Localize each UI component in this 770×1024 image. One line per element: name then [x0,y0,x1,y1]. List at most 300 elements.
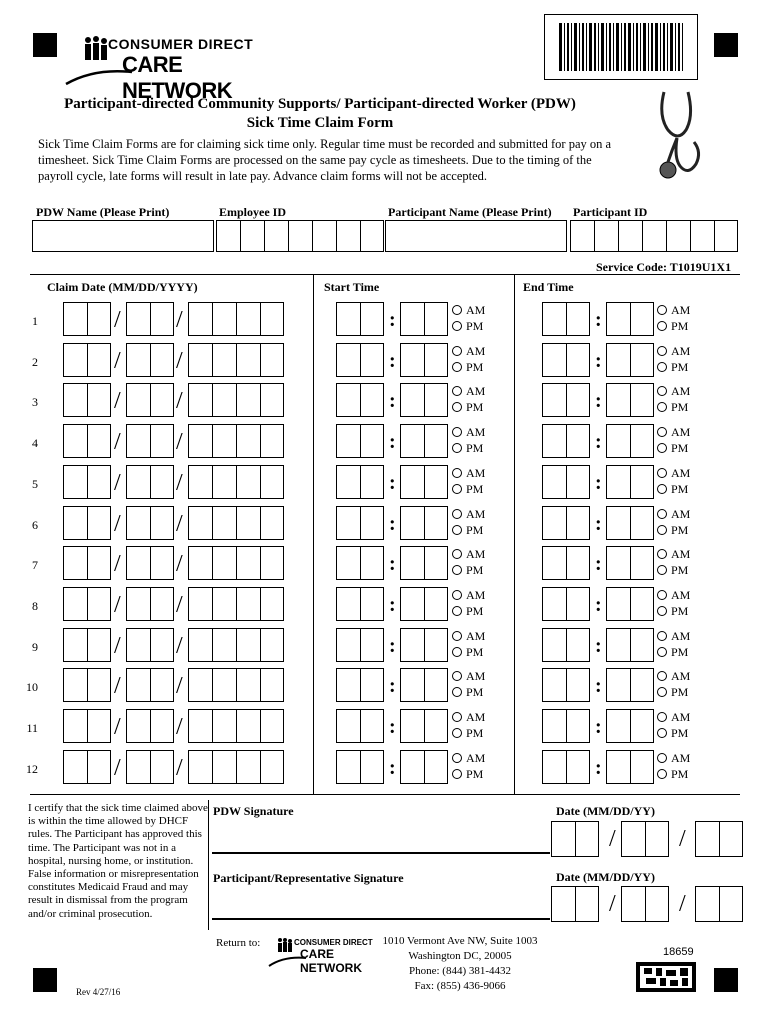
claim-month-cell[interactable] [63,668,88,702]
claim-year-cell[interactable] [212,750,237,784]
end-minute-cell[interactable] [606,506,631,540]
start-hour-cell[interactable] [360,465,384,499]
end-hour-cell[interactable] [542,668,567,702]
claim-year-cell[interactable] [260,546,284,580]
claim-month-cell[interactable] [63,343,88,377]
claim-year-cell[interactable] [188,343,213,377]
claim-year-cell[interactable] [236,343,261,377]
end-minute-cell[interactable] [630,628,654,662]
end-minute-cell[interactable] [630,302,654,336]
end-am-radio[interactable] [657,588,690,602]
start-pm-radio[interactable] [452,645,483,659]
claim-month-cell[interactable] [87,506,111,540]
employee-id-cell[interactable] [240,220,265,252]
start-minute-cell[interactable] [400,302,425,336]
claim-day-cell[interactable] [150,628,174,662]
claim-day-cell[interactable] [126,628,151,662]
claim-year-cell[interactable] [236,709,261,743]
end-pm-radio[interactable] [657,319,688,333]
radio-circle-icon [657,386,667,396]
start-am-radio[interactable] [452,669,485,683]
start-am-radio[interactable] [452,425,485,439]
claim-day-cell[interactable] [126,587,151,621]
end-hour-cell[interactable] [566,424,590,458]
radio-label: PM [466,767,484,781]
end-pm-radio[interactable] [657,726,688,740]
start-hour-cell[interactable] [336,709,361,743]
end-minute-cell[interactable] [606,383,631,417]
claim-year-cell[interactable] [212,668,237,702]
claim-year-cell[interactable] [188,383,213,417]
start-hour-cell[interactable] [336,506,361,540]
end-minute-cell[interactable] [606,750,631,784]
claim-month-cell[interactable] [87,709,111,743]
employee-id-cell[interactable] [336,220,361,252]
date-year-cell[interactable] [719,886,743,922]
start-minute-cell[interactable] [424,506,448,540]
radio-circle-icon [657,606,667,616]
claim-month-cell[interactable] [87,424,111,458]
claim-day-cell[interactable] [150,465,174,499]
participant-id-cell[interactable] [642,220,667,252]
start-minute-cell[interactable] [424,750,448,784]
row-number: 10 [26,680,38,694]
date-day-cell[interactable] [645,821,669,857]
end-time-label: End Time [523,280,574,294]
claim-day-cell[interactable] [126,506,151,540]
logo-top-text: CONSUMER DIRECT [108,36,254,52]
claim-day-cell[interactable] [150,750,174,784]
start-am-radio[interactable] [452,629,485,643]
end-hour-cell[interactable] [566,628,590,662]
date-year-cell[interactable] [695,821,720,857]
time-colon: : [595,431,602,453]
end-am-radio[interactable] [657,629,690,643]
participant-id-cell[interactable] [690,220,715,252]
date-month-cell[interactable] [551,886,576,922]
claim-year-cell[interactable] [236,587,261,621]
claim-year-cell[interactable] [260,302,284,336]
end-hour-cell[interactable] [542,546,567,580]
start-minute-cell[interactable] [424,668,448,702]
start-minute-cell[interactable] [424,424,448,458]
claim-day-cell[interactable] [126,465,151,499]
start-hour-cell[interactable] [360,587,384,621]
claim-year-cell[interactable] [188,424,213,458]
participant-id-cell[interactable] [594,220,619,252]
end-pm-radio[interactable] [657,767,688,781]
claim-year-cell[interactable] [188,587,213,621]
start-minute-cell[interactable] [424,302,448,336]
claim-year-cell[interactable] [188,465,213,499]
claim-year-cell[interactable] [188,750,213,784]
start-pm-radio[interactable] [452,360,483,374]
claim-year-cell[interactable] [212,424,237,458]
start-am-radio[interactable] [452,588,485,602]
end-hour-cell[interactable] [566,546,590,580]
start-minute-cell[interactable] [400,343,425,377]
end-hour-cell[interactable] [566,343,590,377]
start-minute-cell[interactable] [400,424,425,458]
date-day-cell[interactable] [645,886,669,922]
end-hour-cell[interactable] [542,709,567,743]
start-hour-cell[interactable] [360,424,384,458]
participant-id-cell[interactable] [570,220,595,252]
end-hour-cell[interactable] [542,302,567,336]
end-am-radio[interactable] [657,669,690,683]
start-am-radio[interactable] [452,547,485,561]
start-minute-cell[interactable] [400,383,425,417]
end-pm-radio[interactable] [657,685,688,699]
radio-label: AM [466,710,486,724]
participant-name-input[interactable] [385,220,567,252]
start-am-radio[interactable] [452,466,485,480]
end-am-radio[interactable] [657,303,690,317]
claim-day-cell[interactable] [150,709,174,743]
end-hour-cell[interactable] [542,750,567,784]
end-minute-cell[interactable] [606,343,631,377]
start-hour-cell[interactable] [360,668,384,702]
start-pm-radio[interactable] [452,767,483,781]
end-hour-cell[interactable] [566,302,590,336]
end-pm-radio[interactable] [657,400,688,414]
claim-month-cell[interactable] [87,465,111,499]
end-am-radio[interactable] [657,466,690,480]
start-minute-cell[interactable] [400,465,425,499]
start-minute-cell[interactable] [424,343,448,377]
end-minute-cell[interactable] [606,465,631,499]
claim-year-cell[interactable] [212,383,237,417]
start-am-radio[interactable] [452,507,485,521]
claim-day-cell[interactable] [126,546,151,580]
employee-id-cell[interactable] [312,220,337,252]
start-hour-cell[interactable] [360,383,384,417]
pdw-date-label: Date (MM/DD/YY) [556,804,655,818]
end-pm-radio[interactable] [657,360,688,374]
start-minute-cell[interactable] [424,628,448,662]
claim-year-cell[interactable] [236,424,261,458]
claim-year-cell[interactable] [212,628,237,662]
start-minute-cell[interactable] [424,587,448,621]
claim-year-cell[interactable] [236,668,261,702]
date-slash: / [176,592,183,618]
end-am-radio[interactable] [657,751,690,765]
start-minute-cell[interactable] [400,628,425,662]
claim-day-cell[interactable] [126,383,151,417]
start-minute-cell[interactable] [400,546,425,580]
claim-year-cell[interactable] [188,628,213,662]
employee-id-cell[interactable] [216,220,241,252]
claim-day-cell[interactable] [150,506,174,540]
start-hour-cell[interactable] [360,750,384,784]
claim-year-cell[interactable] [212,709,237,743]
end-hour-cell[interactable] [542,628,567,662]
end-hour-cell[interactable] [566,383,590,417]
start-hour-cell[interactable] [360,343,384,377]
end-hour-cell[interactable] [566,750,590,784]
claim-month-cell[interactable] [87,668,111,702]
date-month-cell[interactable] [575,821,599,857]
start-minute-cell[interactable] [400,668,425,702]
claim-month-cell[interactable] [63,302,88,336]
end-minute-cell[interactable] [630,546,654,580]
start-pm-radio[interactable] [452,726,483,740]
start-hour-cell[interactable] [360,709,384,743]
end-am-radio[interactable] [657,344,690,358]
date-slash: / [114,511,121,537]
start-pm-radio[interactable] [452,319,483,333]
start-am-radio[interactable] [452,710,485,724]
end-hour-cell[interactable] [542,506,567,540]
end-minute-cell[interactable] [630,506,654,540]
start-hour-cell[interactable] [336,750,361,784]
claim-year-cell[interactable] [236,628,261,662]
claim-year-cell[interactable] [236,546,261,580]
claim-month-cell[interactable] [63,465,88,499]
claim-year-cell[interactable] [188,668,213,702]
end-hour-cell[interactable] [566,587,590,621]
date-day-cell[interactable] [621,821,646,857]
end-hour-cell[interactable] [542,587,567,621]
radio-circle-icon [657,509,667,519]
claim-year-cell[interactable] [260,668,284,702]
end-pm-radio[interactable] [657,441,688,455]
claim-month-cell[interactable] [87,302,111,336]
claim-year-cell[interactable] [260,587,284,621]
start-am-radio[interactable] [452,303,485,317]
claim-year-cell[interactable] [260,709,284,743]
end-minute-cell[interactable] [606,546,631,580]
date-day-cell[interactable] [621,886,646,922]
claim-year-cell[interactable] [212,302,237,336]
end-minute-cell[interactable] [630,750,654,784]
end-am-radio[interactable] [657,507,690,521]
claim-month-cell[interactable] [87,750,111,784]
claim-day-cell[interactable] [150,343,174,377]
pdw-signature-line[interactable] [212,852,550,854]
start-pm-radio[interactable] [452,563,483,577]
claim-day-cell[interactable] [126,302,151,336]
end-pm-radio[interactable] [657,563,688,577]
start-pm-radio[interactable] [452,400,483,414]
claim-year-cell[interactable] [236,383,261,417]
claim-month-cell[interactable] [63,506,88,540]
claim-month-cell[interactable] [87,546,111,580]
claim-year-cell[interactable] [212,546,237,580]
end-minute-cell[interactable] [630,587,654,621]
participant-signature-line[interactable] [212,918,550,920]
end-hour-cell[interactable] [542,424,567,458]
pdw-name-input[interactable] [32,220,214,252]
end-hour-cell[interactable] [542,465,567,499]
employee-id-input[interactable] [216,220,384,252]
claim-month-cell[interactable] [63,383,88,417]
claim-month-cell[interactable] [87,343,111,377]
radio-circle-icon [452,753,462,763]
employee-id-cell[interactable] [360,220,384,252]
claim-day-cell[interactable] [126,343,151,377]
start-hour-cell[interactable] [336,343,361,377]
claim-month-cell[interactable] [63,628,88,662]
claim-year-cell[interactable] [260,343,284,377]
start-am-radio[interactable] [452,751,485,765]
participant-id-cell[interactable] [714,220,738,252]
date-slash: / [176,551,183,577]
end-am-radio[interactable] [657,547,690,561]
claim-day-cell[interactable] [150,587,174,621]
claim-year-cell[interactable] [212,506,237,540]
claim-year-cell[interactable] [212,343,237,377]
claim-year-cell[interactable] [260,465,284,499]
date-month-cell[interactable] [551,821,576,857]
claim-month-cell[interactable] [87,383,111,417]
participant-id-cell[interactable] [618,220,643,252]
claim-year-cell[interactable] [260,750,284,784]
claim-year-cell[interactable] [188,709,213,743]
claim-day-cell[interactable] [126,709,151,743]
end-hour-cell[interactable] [566,506,590,540]
end-pm-radio[interactable] [657,523,688,537]
start-am-radio[interactable] [452,384,485,398]
start-hour-cell[interactable] [360,302,384,336]
claim-day-cell[interactable] [126,750,151,784]
employee-id-cell[interactable] [264,220,289,252]
radio-circle-icon [452,509,462,519]
claim-year-cell[interactable] [188,546,213,580]
date-year-cell[interactable] [695,886,720,922]
date-slash: / [176,429,183,455]
claim-day-cell[interactable] [150,668,174,702]
end-pm-radio[interactable] [657,482,688,496]
time-colon: : [389,350,396,372]
claim-month-cell[interactable] [87,628,111,662]
registration-mark-top-left [33,33,57,57]
start-pm-radio[interactable] [452,482,483,496]
claim-year-cell[interactable] [260,383,284,417]
end-minute-cell[interactable] [606,668,631,702]
end-hour-cell[interactable] [566,709,590,743]
claim-year-cell[interactable] [236,302,261,336]
end-minute-cell[interactable] [630,709,654,743]
radio-circle-icon [657,525,667,535]
date-year-cell[interactable] [719,821,743,857]
claim-month-cell[interactable] [63,587,88,621]
end-am-radio[interactable] [657,384,690,398]
claim-year-cell[interactable] [212,465,237,499]
start-minute-cell[interactable] [424,383,448,417]
start-hour-cell[interactable] [360,628,384,662]
end-pm-radio[interactable] [657,645,688,659]
start-hour-cell[interactable] [336,302,361,336]
end-minute-cell[interactable] [630,465,654,499]
start-minute-cell[interactable] [400,750,425,784]
participant-id-cell[interactable] [666,220,691,252]
start-minute-cell[interactable] [400,506,425,540]
logo-bottom-text: CARE NETWORK [122,52,233,103]
claim-month-cell[interactable] [63,709,88,743]
start-hour-cell[interactable] [360,546,384,580]
start-hour-cell[interactable] [336,546,361,580]
claim-year-cell[interactable] [236,750,261,784]
start-pm-radio[interactable] [452,604,483,618]
end-minute-cell[interactable] [606,628,631,662]
start-hour-cell[interactable] [336,465,361,499]
employee-id-cell[interactable] [288,220,313,252]
start-hour-cell[interactable] [336,383,361,417]
end-minute-cell[interactable] [630,383,654,417]
end-hour-cell[interactable] [566,465,590,499]
end-hour-cell[interactable] [542,343,567,377]
end-minute-cell[interactable] [630,343,654,377]
radio-circle-icon [657,468,667,478]
start-hour-cell[interactable] [336,628,361,662]
participant-signature-date[interactable] [551,886,745,922]
start-pm-radio[interactable] [452,523,483,537]
start-pm-radio[interactable] [452,441,483,455]
start-minute-cell[interactable] [424,709,448,743]
claim-day-cell[interactable] [150,424,174,458]
claim-day-cell[interactable] [150,383,174,417]
claim-day-cell[interactable] [150,546,174,580]
start-am-radio[interactable] [452,344,485,358]
participant-id-input[interactable] [570,220,738,252]
end-minute-cell[interactable] [606,302,631,336]
start-minute-cell[interactable] [400,709,425,743]
end-minute-cell[interactable] [606,709,631,743]
start-hour-cell[interactable] [336,424,361,458]
claim-day-cell[interactable] [126,424,151,458]
end-minute-cell[interactable] [606,587,631,621]
start-minute-cell[interactable] [400,587,425,621]
start-pm-radio[interactable] [452,685,483,699]
claim-day-cell[interactable] [150,302,174,336]
claim-year-cell[interactable] [188,302,213,336]
start-hour-cell[interactable] [360,506,384,540]
pdw-signature-date[interactable] [551,821,745,857]
date-month-cell[interactable] [575,886,599,922]
claim-year-cell[interactable] [260,628,284,662]
start-minute-cell[interactable] [424,465,448,499]
start-hour-cell[interactable] [336,668,361,702]
claim-year-cell[interactable] [188,506,213,540]
end-minute-cell[interactable] [630,424,654,458]
start-minute-cell[interactable] [424,546,448,580]
time-colon: : [595,675,602,697]
claim-day-cell[interactable] [126,668,151,702]
end-am-radio[interactable] [657,425,690,439]
end-pm-radio[interactable] [657,604,688,618]
end-minute-cell[interactable] [630,668,654,702]
claim-month-cell[interactable] [63,424,88,458]
row-number: 4 [32,436,38,450]
employee-id-label: Employee ID [219,205,286,219]
end-hour-cell[interactable] [566,668,590,702]
claim-month-cell[interactable] [87,587,111,621]
claim-year-cell[interactable] [236,465,261,499]
claim-year-cell[interactable] [260,424,284,458]
claim-year-cell[interactable] [212,587,237,621]
end-minute-cell[interactable] [606,424,631,458]
end-hour-cell[interactable] [542,383,567,417]
claim-month-cell[interactable] [63,546,88,580]
end-am-radio[interactable] [657,710,690,724]
radio-label: AM [466,344,486,358]
claim-year-cell[interactable] [236,506,261,540]
start-hour-cell[interactable] [336,587,361,621]
claim-year-cell[interactable] [260,506,284,540]
registration-mark-bottom-right [714,968,738,992]
claim-month-cell[interactable] [63,750,88,784]
